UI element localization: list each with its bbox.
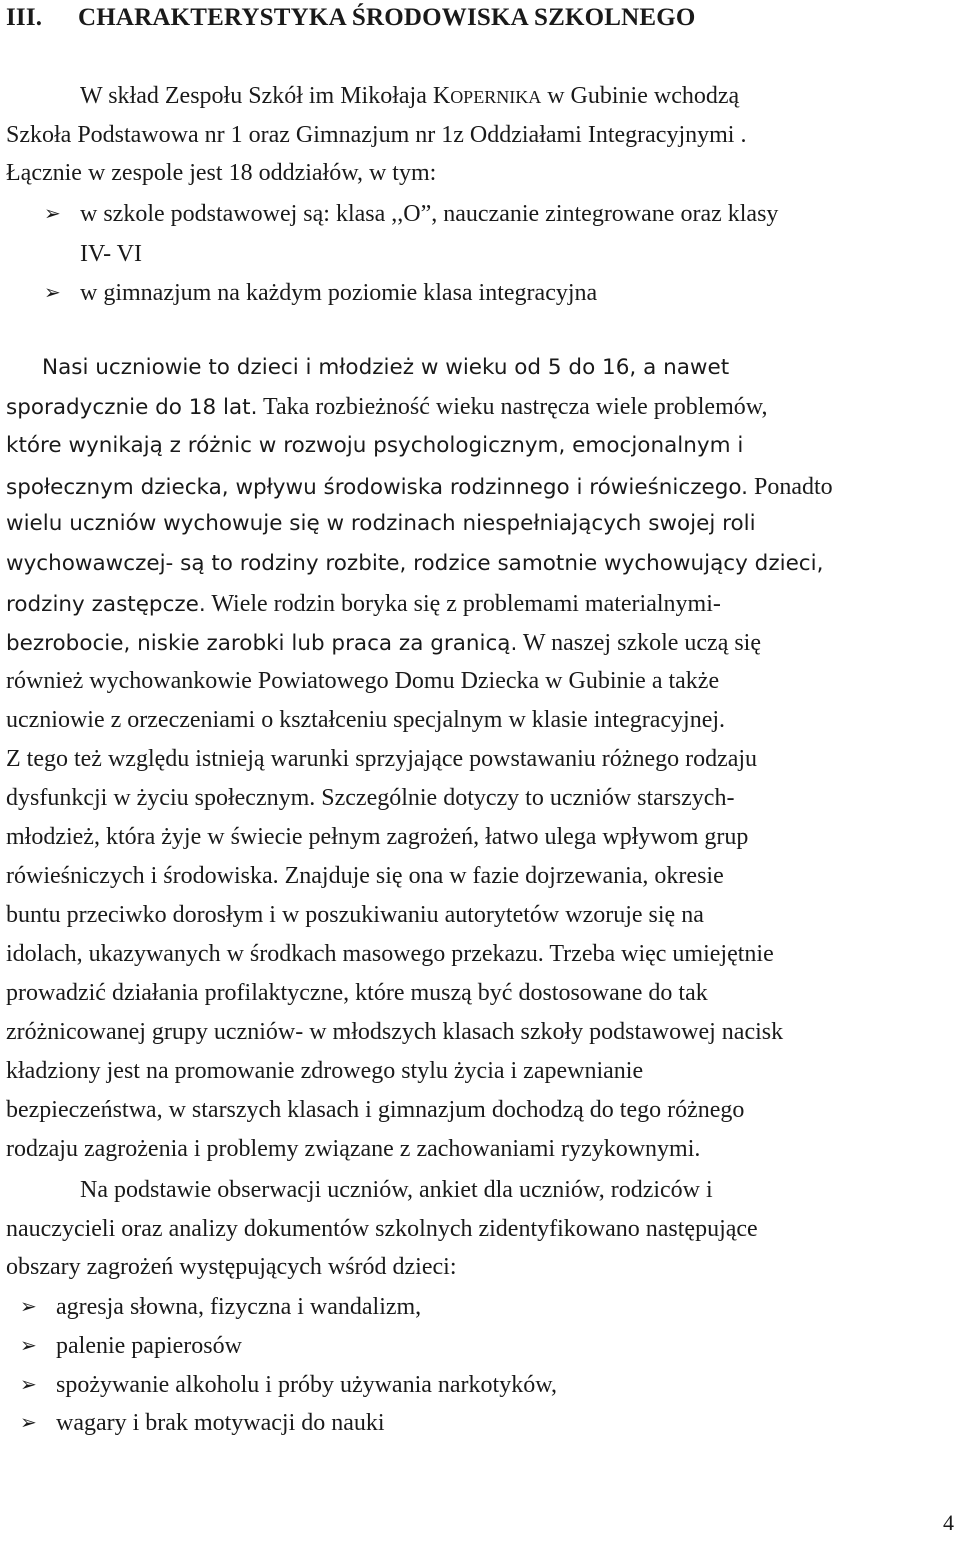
arrow-bullet-icon: ➢ bbox=[20, 1333, 37, 1357]
intro-text: W skład Zespołu Szkół im Mikołaja K bbox=[80, 83, 451, 109]
page-number: 4 bbox=[943, 1510, 954, 1535]
intro-smallcaps: OPERNIKA bbox=[450, 87, 542, 107]
text-run: Wiele rodzin boryka się z problemami materialnymi- bbox=[211, 591, 721, 617]
section-title: CHARAKTERYSTYKA ŚRODOWISKA SZKOLNEGO bbox=[78, 4, 696, 31]
arrow-bullet-icon: ➢ bbox=[20, 1410, 37, 1434]
list-item-continuation: IV- VI bbox=[80, 241, 143, 267]
text-run: Ponadto bbox=[753, 474, 833, 500]
intro-text-end: w Gubinie wchodzą bbox=[541, 83, 740, 109]
paragraph-line: nauczycieli oraz analizy dokumentów szkolnych zidentyfikowano następujące bbox=[6, 1216, 758, 1242]
paragraph-line: buntu przeciwko dorosłym i w poszukiwaniu autorytetów wzoruje się na bbox=[6, 902, 704, 928]
text-run: społecznym dziecka, wpływu środowiska rodzinnego i rówieśniczego. bbox=[6, 475, 748, 500]
paragraph-line: dysfunkcji w życiu społecznym. Szczególnie dotyczy to uczniów starszych- bbox=[6, 785, 735, 811]
intro-line-1 bbox=[80, 84, 739, 108]
paragraph-line: rówieśniczych i środowiska. Znajduje się ona w fazie dojrzewania, okresie bbox=[6, 863, 724, 889]
arrow-bullet-icon: ➢ bbox=[20, 1294, 37, 1318]
paragraph-line: idolach, ukazywanych w środkach masowego przekazu. Trzeba więc umiejętnie bbox=[6, 941, 774, 967]
paragraph-line: bezpieczeństwa, w starszych klasach i gimnazjum dochodzą do tego różnego bbox=[6, 1097, 745, 1123]
text-run: bezrobocie, niskie zarobki lub praca za granicą. bbox=[6, 631, 518, 656]
list-item: palenie papierosów bbox=[56, 1333, 242, 1359]
paragraph-line: wychowawczej- są to rodziny rozbite, rodzice samotnie wychowujący dzieci, bbox=[6, 551, 824, 576]
text-run: sporadycznie do 18 lat. bbox=[6, 395, 258, 420]
paragraph-line bbox=[6, 395, 768, 419]
arrow-bullet-icon: ➢ bbox=[20, 1372, 37, 1396]
text-run: W naszej szkole uczą się bbox=[522, 630, 762, 656]
text-run: rodziny zastępcze. bbox=[6, 592, 206, 617]
paragraph-line bbox=[6, 592, 721, 616]
paragraph-line: zróżnicowanej grupy uczniów- w młodszych klasach szkoły podstawowej nacisk bbox=[6, 1019, 784, 1045]
paragraph-line: Nasi uczniowie to dzieci i młodzież w wieku od 5 do 16, a nawet bbox=[42, 355, 730, 380]
arrow-bullet-icon: ➢ bbox=[44, 201, 61, 225]
paragraph-line: Na podstawie obserwacji uczniów, ankiet dla uczniów, rodziców i bbox=[80, 1177, 713, 1203]
paragraph-line: Z tego też względu istnieją warunki sprzyjające powstawaniu różnego rodzaju bbox=[6, 746, 758, 772]
paragraph-line: również wychowankowie Powiatowego Domu Dziecka w Gubinie a także bbox=[6, 668, 720, 694]
paragraph-line: rodzaju zagrożenia i problemy związane z zachowaniami ryzykownymi. bbox=[6, 1136, 701, 1162]
intro-line-3: Łącznie w zespole jest 18 oddziałów, w tym: bbox=[6, 160, 437, 186]
section-number: III. bbox=[6, 4, 43, 31]
paragraph-line bbox=[6, 475, 833, 499]
paragraph-line: młodzież, która żyje w świecie pełnym zagrożeń, łatwo ulega wpływom grup bbox=[6, 824, 749, 850]
list-item: w szkole podstawowej są: klasa ,,O”, nauczanie zintegrowane oraz klasy bbox=[80, 201, 779, 227]
paragraph-line: prowadzić działania profilaktyczne, które muszą być dostosowane do tak bbox=[6, 980, 708, 1006]
text-run: Taka rozbieżność wieku nastręcza wiele problemów, bbox=[262, 394, 768, 420]
paragraph-line: obszary zagrożeń występujących wśród dzieci: bbox=[6, 1254, 457, 1280]
list-item: w gimnazjum na każdym poziomie klasa integracyjna bbox=[80, 280, 598, 306]
section-heading bbox=[6, 4, 696, 32]
list-item: spożywanie alkoholu i próby używania narkotyków, bbox=[56, 1372, 557, 1398]
paragraph-line: kładziony jest na promowanie zdrowego stylu życia i zapewnianie bbox=[6, 1058, 644, 1084]
paragraph-line: wielu uczniów wychowuje się w rodzinach niespełniających swojej roli bbox=[6, 511, 756, 536]
intro-line-2: Szkoła Podstawowa nr 1 oraz Gimnazjum nr 1z Oddziałami Integracyjnymi . bbox=[6, 122, 747, 148]
arrow-bullet-icon: ➢ bbox=[44, 280, 61, 304]
paragraph-line bbox=[6, 631, 761, 655]
paragraph-line: które wynikają z różnic w rozwoju psychologicznym, emocjonalnym i bbox=[6, 433, 744, 458]
list-item: wagary i brak motywacji do nauki bbox=[56, 1410, 385, 1436]
paragraph-line: uczniowie z orzeczeniami o kształceniu specjalnym w klasie integracyjnej. bbox=[6, 707, 726, 733]
list-item: agresja słowna, fizyczna i wandalizm, bbox=[56, 1294, 422, 1320]
